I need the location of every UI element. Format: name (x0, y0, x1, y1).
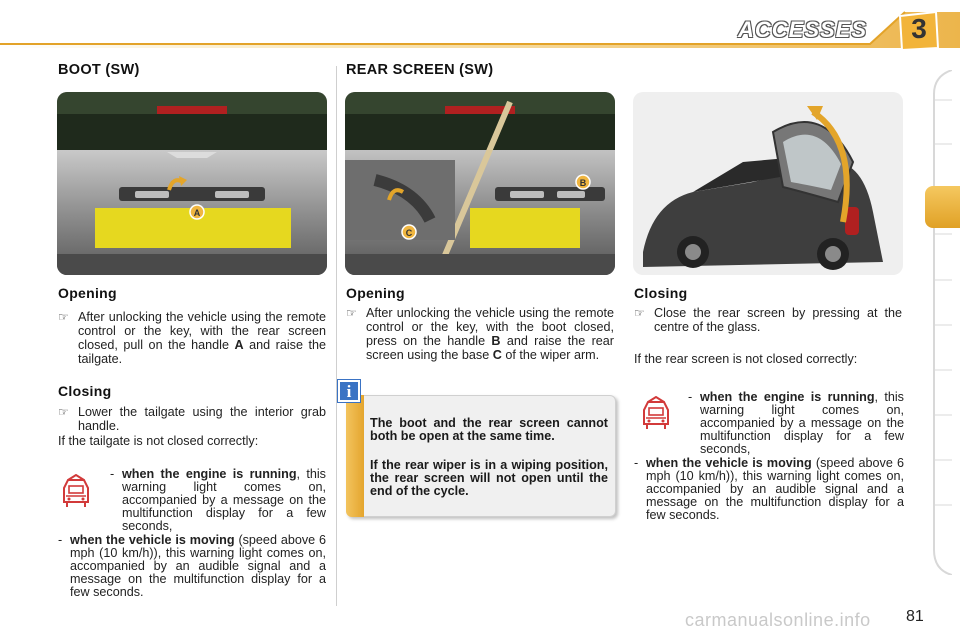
chapter-title: ACCESSES (738, 17, 868, 42)
side-tab-chapter-3[interactable] (925, 186, 960, 228)
boot-title: BOOT (SW) (58, 62, 140, 78)
boot-closing-title: Closing (58, 383, 112, 399)
boot-opening-title: Opening (58, 285, 117, 301)
boot-opening-text: ☞ After unlocking the vehicle using the remote control or the key, with the rear screen closed, pull on the handle A and raise the tailgate. (58, 310, 326, 366)
side-tabs (928, 70, 952, 575)
info-text-1: The boot and the rear screen cannot both be open at the same time. (370, 416, 608, 443)
bullet-icon: ☞ (58, 405, 69, 419)
open-boot-warning-icon (58, 474, 94, 510)
boot-photo (57, 92, 327, 275)
rear-screen-photo (345, 92, 615, 275)
boot-warning-1: - when the engine is running, this warning light comes on, accompanied by a message on the multifunction display for a few seconds, (110, 467, 326, 533)
info-icon: i (338, 380, 360, 402)
bullet-icon: ☞ (346, 306, 357, 320)
rear-screen-title: REAR SCREEN (SW) (346, 62, 494, 78)
info-text-2: If the rear wiper is in a wiping position, the rear screen will not open until the end of the cycle. (370, 458, 608, 498)
info-box (346, 395, 616, 517)
bullet-icon: ☞ (634, 306, 645, 320)
boot-closing-text: ☞ Lower the tailgate using the interior grab handle. (58, 405, 326, 433)
rear-screen-closing-photo (633, 92, 903, 275)
page-number: 81 (906, 608, 924, 625)
rear-screen-warning-2: - when the vehicle is moving (speed above 6 mph (10 km/h)), this warning light comes on, accompanied by an audible signal and a message on the multifunction display for a few seconds. (634, 456, 905, 522)
rear-screen-not-closed: If the rear screen is not closed correctly: (634, 352, 858, 366)
boot-not-closed: If the tailgate is not closed correctly: (58, 434, 259, 448)
open-boot-warning-icon (638, 396, 674, 432)
rear-screen-opening-title: Opening (346, 285, 405, 301)
photo-label-b: B (579, 178, 587, 188)
rear-screen-closing-title: Closing (634, 285, 688, 301)
rear-screen-warning-1: - when the engine is running, this warning light comes on, accompanied by a message on the multifunction display for a few seconds, (688, 390, 904, 456)
photo-label-c: C (405, 228, 413, 238)
chapter-number: 3 (911, 13, 927, 44)
photo-label-a: A (193, 208, 201, 218)
watermark: carmanualsonline.info (685, 610, 871, 630)
bullet-icon: ☞ (58, 310, 69, 324)
column-divider (336, 66, 337, 606)
rear-screen-closing-text: ☞ Close the rear screen by pressing at the centre of the glass. (634, 306, 902, 334)
rear-screen-opening-text: ☞ After unlocking the vehicle using the remote control or the key, with the boot closed, press on the handle B and raise the rear screen using the base C of the wiper arm. (346, 306, 615, 362)
boot-warning-2: - when the vehicle is moving (speed above 6 mph (10 km/h)), this warning light comes on, accompanied by an audible signal and a message on the multifunction display for a few seconds. (58, 533, 327, 599)
info-strip (346, 395, 364, 517)
